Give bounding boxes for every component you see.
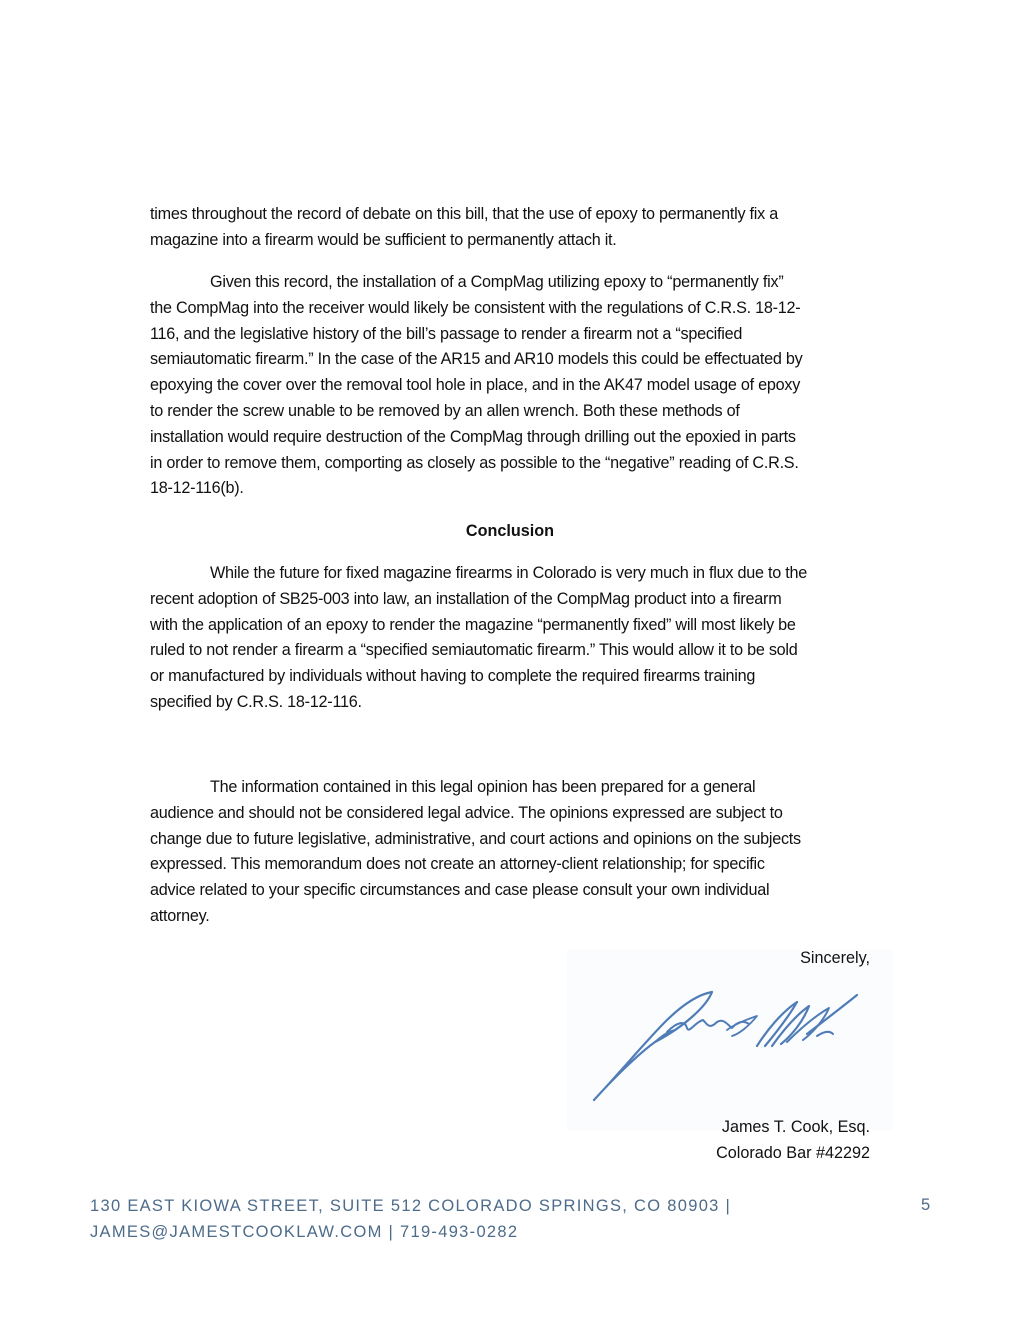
text-line: Given this record, the installation of a CompMag utilizing epoxy to “permanently fix” xyxy=(210,273,784,291)
paragraph-conclusion xyxy=(150,561,872,716)
paragraph-epoxy-record xyxy=(150,202,872,254)
footer-address: 130 EAST KIOWA STREET, SUITE 512 COLORADO SPRINGS, CO 80903 | xyxy=(90,1197,732,1215)
paragraph-disclaimer xyxy=(150,775,872,930)
handwritten-signature-icon xyxy=(567,950,893,1130)
text-line: the CompMag into the receiver would likely be consistent with the regulations of C.R.S. 18-12- xyxy=(150,298,801,317)
text-line: audience and should not be considered legal advice. The opinions expressed are subject to xyxy=(150,803,783,822)
paragraph-compmag-installation xyxy=(150,270,872,502)
text-line: expressed. This memorandum does not create an attorney-client relationship; for specific xyxy=(150,855,765,874)
text-line: recent adoption of SB25-003 into law, an installation of the CompMag product into a firearm xyxy=(150,589,782,608)
closing-salutation: Sincerely, xyxy=(800,949,870,967)
text-line: attorney. xyxy=(150,906,210,925)
text-line: change due to future legislative, administrative, and court actions and opinions on the subjects xyxy=(150,829,801,848)
text-line: magazine into a firearm would be sufficient to permanently attach it. xyxy=(150,230,617,249)
text-line: epoxying the cover over the removal tool hole in place, and in the AK47 model usage of epoxy xyxy=(150,376,801,395)
text-line: times throughout the record of debate on this bill, that the use of epoxy to permanently fix a xyxy=(150,205,778,223)
text-line: with the application of an epoxy to render the magazine “permanently fixed” will most likely be xyxy=(150,615,796,634)
text-line: specified by C.R.S. 18-12-116. xyxy=(150,692,362,711)
section-heading-conclusion: Conclusion xyxy=(465,522,555,540)
text-line: advice related to your specific circumstances and case please consult your own individual xyxy=(150,881,770,900)
text-line: ruled to not render a firearm a “specified semiautomatic firearm.” This would allow it to be sold xyxy=(150,641,798,660)
text-line: The information contained in this legal opinion has been prepared for a general xyxy=(210,778,756,796)
text-line: 18-12-116(b). xyxy=(150,479,244,498)
text-line: While the future for fixed magazine firearms in Colorado is very much in flux due to the xyxy=(210,564,808,582)
signature-image xyxy=(567,950,893,1130)
bar-number: Colorado Bar #42292 xyxy=(716,1144,870,1162)
text-line: 116, and the legislative history of the bill’s passage to render a firearm not a “specified xyxy=(150,324,743,343)
page-number: 5 xyxy=(921,1196,931,1214)
text-line: in order to remove them, comporting as closely as possible to the “negative” reading of C.R.S. xyxy=(150,453,799,472)
signatory-name: James T. Cook, Esq. xyxy=(721,1118,870,1136)
text-line: semiautomatic firearm.” In the case of the AR15 and AR10 models this could be effectuated by xyxy=(150,350,803,369)
footer-contact: JAMES@JAMESTCOOKLAW.COM | 719-493-0282 xyxy=(90,1223,519,1241)
text-line: to render the screw unable to be removed by an allen wrench. Both these methods of xyxy=(150,401,740,420)
text-line: or manufactured by individuals without having to complete the required firearms training xyxy=(150,667,756,686)
text-line: installation would require destruction of the CompMag through drilling out the epoxied in parts xyxy=(150,427,796,446)
